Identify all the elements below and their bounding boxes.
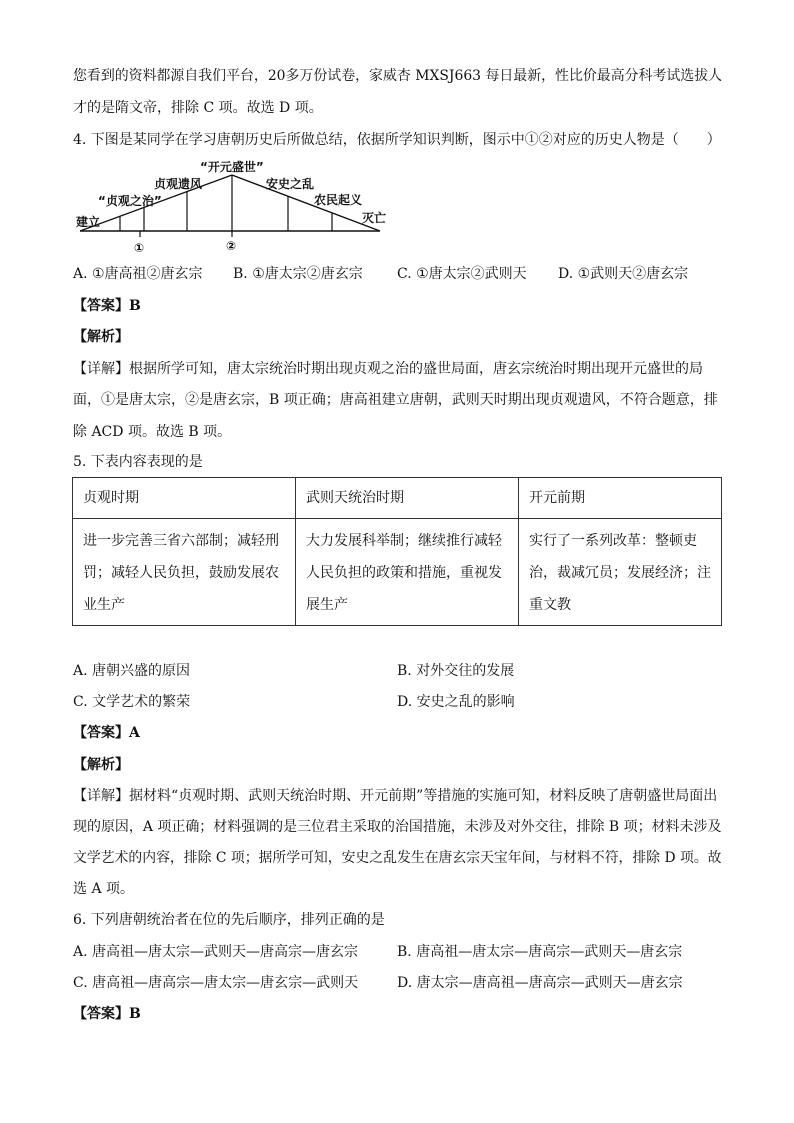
q4-detail-line-3: 除 ACD 项。故选 B 项。 <box>73 424 232 440</box>
q5-detail-line-1: 【详解】据材料“贞观时期、武则天统治时期、开元前期”等措施的实施可知，材料反映了唐朝盛世局面出 <box>73 788 718 804</box>
table-header-kaiyuan: 开元前期 <box>519 478 722 519</box>
label-anshi: 安史之乱 <box>266 177 315 191</box>
label-miewang: 灭亡 <box>362 211 387 225</box>
q4-option-c: C. ①唐太宗②武则天 <box>397 266 527 282</box>
q5-analysis-label: 【解析】 <box>73 757 129 773</box>
tang-history-diagram <box>70 158 390 260</box>
intro-line-1: 您看到的资料都源自我们平台，20多万份试卷，家威杏 MXSJ663 每日最新，性比价最高分科考试选拔人 <box>73 68 723 84</box>
table-cell-zhenguan: 进一步完善三省六部制；减轻刑罚；减轻人民负担，鼓励发展农业生产 <box>73 519 296 626</box>
q4-option-a: A. ①唐高祖②唐玄宗 <box>73 266 203 282</box>
table-row <box>73 519 722 626</box>
label-zhenguan-zhizhi: “贞观之治” <box>98 194 162 208</box>
label-kaiyuan: “开元盛世” <box>200 160 264 174</box>
q6-option-c: C. 唐高祖—唐高宗—唐太宗—唐玄宗—武则天 <box>73 975 359 991</box>
table-cell-kaiyuan: 实行了一系列改革：整顿吏治，裁减冗员；发展经济；注重文教 <box>519 519 722 626</box>
q4-answer: 【答案】B <box>73 298 141 314</box>
q4-option-b: B. ①唐太宗②唐玄宗 <box>233 266 363 282</box>
table-header-row <box>73 478 722 519</box>
q6-option-d: D. 唐太宗—唐高祖—唐高宗—武则天—唐玄宗 <box>397 975 683 991</box>
q5-detail-line-2: 现的原因，A 项正确；材料强调的是三位君主采取的治国措施，未涉及对外交往，排除 B 项；材料未涉及 <box>73 819 722 835</box>
q5-option-d: D. 安史之乱的影响 <box>397 694 515 710</box>
q4-option-d: D. ①武则天②唐玄宗 <box>558 266 689 282</box>
table-header-zhenguan: 贞观时期 <box>73 478 296 519</box>
intro-line-2: 才的是隋文帝，排除 C 项。故选 D 项。 <box>73 100 323 116</box>
q5-stem: 5. 下表内容表现的是 <box>73 454 203 470</box>
q4-detail-line-2: 面，①是唐太宗，②是唐玄宗，B 项正确；唐高祖建立唐朝，武则天时期出现贞观遗风，不符合题意，排 <box>73 392 718 408</box>
q5-answer: 【答案】A <box>73 725 140 741</box>
q5-option-b: B. 对外交往的发展 <box>397 663 515 679</box>
table-header-wuzetian: 武则天统治时期 <box>296 478 519 519</box>
q4-stem: 4. 下图是某同学在学习唐朝历史后所做总结，依据所学知识判断，图示中①②对应的历史人物是（ ） <box>73 132 721 148</box>
q5-option-c: C. 文学艺术的繁荣 <box>73 694 191 710</box>
q6-option-a: A. 唐高祖—唐太宗—武则天—唐高宗—唐玄宗 <box>73 944 359 960</box>
label-mark-1: ① <box>134 241 145 255</box>
q6-stem: 6. 下列唐朝统治者在位的先后顺序，排列正确的是 <box>73 912 385 928</box>
q6-option-b: B. 唐高祖—唐太宗—唐高宗—武则天—唐玄宗 <box>397 944 683 960</box>
q5-option-a: A. 唐朝兴盛的原因 <box>73 663 191 679</box>
q4-analysis-label: 【解析】 <box>73 329 129 345</box>
q5-material-table <box>72 477 722 626</box>
label-mark-2: ② <box>226 239 237 253</box>
q5-detail-line-4: 选 A 项。 <box>73 881 135 897</box>
q6-answer: 【答案】B <box>73 1006 141 1022</box>
table-cell-wuzetian: 大力发展科举制；继续推行减轻人民负担的政策和措施，重视发展生产 <box>296 519 519 626</box>
label-jianli: 建立 <box>76 215 101 229</box>
label-zhenguan-yifeng: 贞观遗风 <box>154 177 203 191</box>
q4-detail-line-1: 【详解】根据所学可知，唐太宗统治时期出现贞观之治的盛世局面，唐玄宗统治时期出现开元盛世的局 <box>73 361 703 377</box>
q5-detail-line-3: 文学艺术的内容，排除 C 项；据所学可知，安史之乱发生在唐玄宗天宝年间，与材料不符，排除 D 项。故 <box>73 850 722 866</box>
label-nongmin: 农民起义 <box>314 193 363 207</box>
